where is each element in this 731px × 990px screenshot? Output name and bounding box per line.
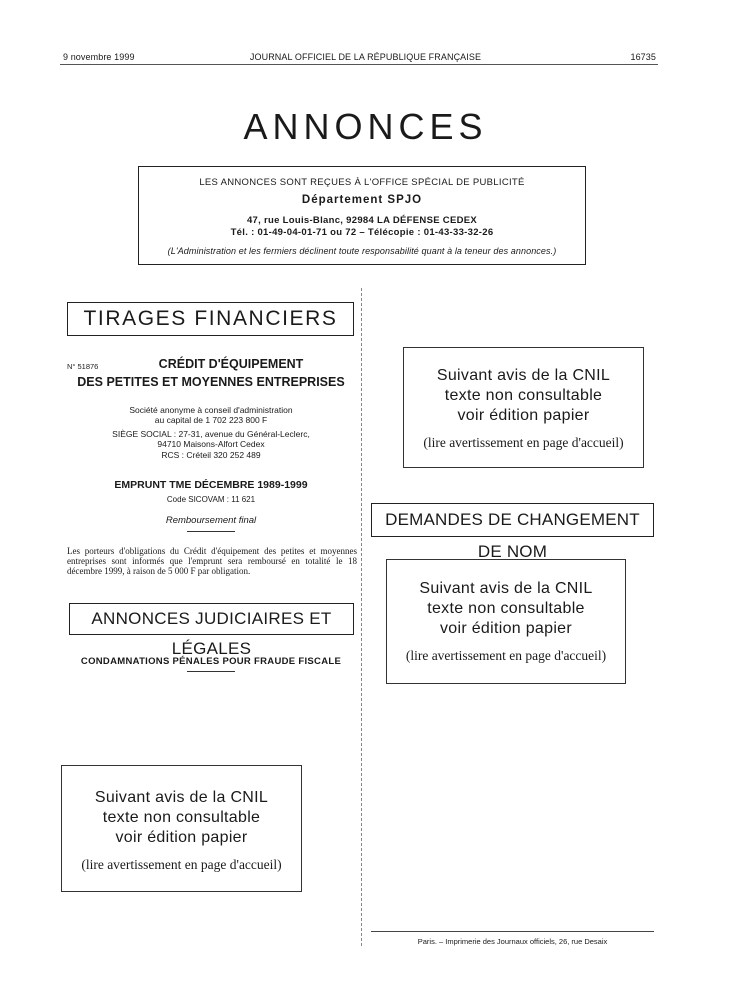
cnil-line: Suivant avis de la CNIL	[94, 789, 269, 806]
department-contact: Tél. : 01-49-04-01-71 ou 72 – Télécopie : 01-43-33-32-26	[230, 227, 494, 238]
cnil-line: texte non consultable	[427, 600, 585, 617]
disclaimer: (L'Administration et les fermiers déclinent toute responsabilité quant à la teneur des annonces.)	[167, 246, 557, 256]
cnil-notice-box	[61, 765, 302, 892]
journal-title: JOURNAL OFFICIEL DE LA RÉPUBLIQUE FRANÇAISE	[249, 52, 482, 62]
printer-footer: Paris. – Imprimerie des Journaux officiels, 26, rue Desaix	[417, 937, 608, 946]
cnil-note: (lire avertissement en page d'accueil)	[423, 435, 624, 450]
issue-date: 9 novembre 1999	[63, 52, 135, 62]
section-heading-judiciaires: ANNONCES JUDICIAIRES ET LÉGALES	[69, 603, 354, 635]
cnil-line: texte non consultable	[444, 387, 603, 404]
short-divider	[187, 531, 235, 532]
announcement-number: N° 51876	[67, 362, 99, 371]
cnil-line: voir édition papier	[440, 620, 572, 637]
cnil-note: (lire avertissement en page d'accueil)	[405, 648, 607, 663]
cnil-line: texte non consultable	[102, 809, 261, 826]
footer-rule	[371, 931, 654, 932]
company-info-line: RCS : Créteil 320 252 489	[161, 450, 261, 460]
cnil-line: voir édition papier	[457, 407, 590, 424]
announcement-intro: LES ANNONCES SONT REÇUES À L'OFFICE SPÉCIAL DE PUBLICITÉ	[199, 177, 525, 188]
column-divider	[361, 288, 362, 946]
company-info-line: 94710 Maisons-Alfort Cedex	[157, 439, 265, 449]
subsection-heading: CONDAMNATIONS PÉNALES POUR FRAUDE FISCALE	[80, 656, 342, 667]
notice-paragraph: Les porteurs d'obligations du Crédit d'équipement des petites et moyennes entreprises sont informés que l'emprunt sera remboursé en totalité le 18 décembre 1999, à raison de 5 000 F par obligation.	[67, 546, 357, 576]
short-divider	[187, 671, 235, 672]
page-title: ANNONCES	[243, 106, 488, 147]
header-rule	[60, 64, 658, 65]
department-name: Département SPJO	[301, 194, 423, 206]
section-heading-demandes: DEMANDES DE CHANGEMENT DE NOM	[371, 503, 654, 537]
company-info-line: SIÈGE SOCIAL : 27-31, avenue du Général-Leclerc,	[112, 429, 310, 439]
company-info-line: au capital de 1 702 223 800 F	[154, 415, 268, 425]
department-address: 47, rue Louis-Blanc, 92984 LA DÉFENSE CEDEX	[246, 215, 478, 226]
page-number: 16735	[630, 52, 656, 62]
company-name-line2: DES PETITES ET MOYENNES ENTREPRISES	[77, 375, 345, 389]
cnil-line: voir édition papier	[115, 829, 248, 846]
cnil-notice-box	[386, 559, 626, 684]
cnil-line: Suivant avis de la CNIL	[436, 367, 611, 384]
repayment-label: Remboursement final	[165, 515, 257, 526]
cnil-note: (lire avertissement en page d'accueil)	[81, 857, 282, 872]
cnil-notice-box	[403, 347, 644, 468]
cnil-line: Suivant avis de la CNIL	[419, 580, 593, 597]
section-heading-tirages: TIRAGES FINANCIERS	[67, 302, 354, 336]
company-name-line1: CRÉDIT D'ÉQUIPEMENT	[158, 357, 304, 371]
loan-title: EMPRUNT TME DÉCEMBRE 1989-1999	[114, 479, 308, 491]
company-info-line: Société anonyme à conseil d'administration	[129, 405, 293, 415]
sicovam-code: Code SICOVAM : 11 621	[166, 495, 256, 504]
announcement-info-box	[138, 166, 586, 265]
